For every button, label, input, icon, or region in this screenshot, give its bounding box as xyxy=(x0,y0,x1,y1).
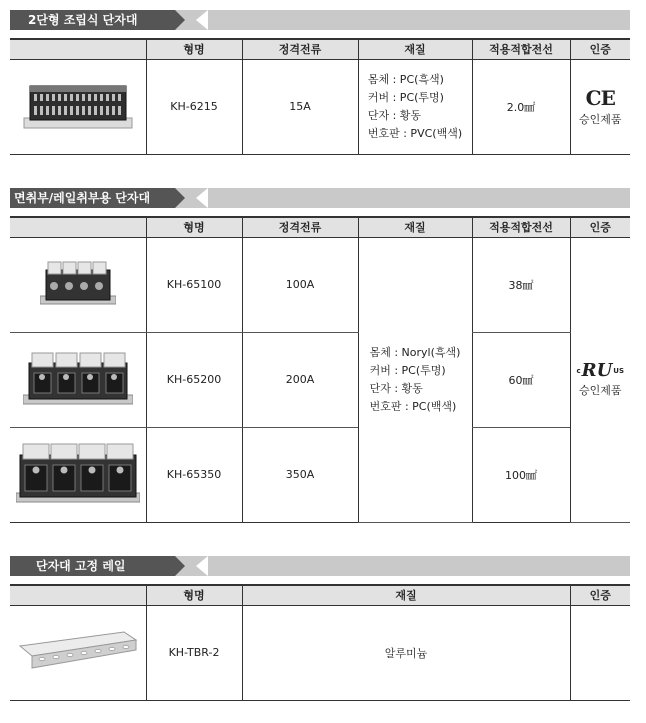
model-cell: KH-65200 xyxy=(146,332,242,427)
cert-cell xyxy=(570,237,630,522)
section-title: 면취부/레일취부용 단자대 xyxy=(10,188,175,208)
product-image-cell xyxy=(10,59,146,154)
material-line: 커버 : PC(투명) xyxy=(369,363,446,377)
material-line: 몸체 : Noryl(흑색) xyxy=(369,345,461,359)
cert-label: 승인제품 xyxy=(578,112,622,126)
model-cell: KH-TBR-2 xyxy=(146,605,242,700)
header-chevron xyxy=(196,556,208,576)
current-cell: 100A xyxy=(242,237,358,332)
cert-label: 승인제품 xyxy=(578,383,622,397)
col-image xyxy=(10,39,146,59)
section-header-two-tier xyxy=(10,10,630,30)
col-image xyxy=(10,217,146,237)
table-header-row xyxy=(10,585,630,605)
current-cell: 15A xyxy=(242,59,358,154)
section-title: 단자대 고정 레일 xyxy=(10,556,175,576)
col-current: 정격전류 xyxy=(242,39,358,59)
section-header-rail xyxy=(10,556,630,576)
terminal-block-350a-icon xyxy=(16,439,140,511)
header-chevron xyxy=(196,10,208,30)
material-cell xyxy=(358,237,472,522)
wire-cell: 38㎟ xyxy=(472,237,570,332)
col-wire: 적용적합전선 xyxy=(472,39,570,59)
cul-us-mark-icon: c RU US xyxy=(576,359,625,381)
model-cell: KH-6215 xyxy=(146,59,242,154)
terminal-block-two-tier-icon xyxy=(22,78,134,136)
col-image xyxy=(10,585,146,605)
table-row xyxy=(10,332,630,427)
table-header-row xyxy=(10,217,630,237)
cert-cell xyxy=(570,605,630,700)
model-cell: KH-65100 xyxy=(146,237,242,332)
table-header-row xyxy=(10,39,630,59)
col-model: 형명 xyxy=(146,39,242,59)
product-image-cell xyxy=(10,427,146,522)
ce-mark-icon: CE xyxy=(585,85,615,110)
col-model: 형명 xyxy=(146,217,242,237)
material-line: 몸체 : PC(흑색) xyxy=(367,72,444,86)
material-line: 커버 : PC(투명) xyxy=(367,90,444,104)
material-line: 단자 : 황동 xyxy=(367,108,422,122)
product-image-cell xyxy=(10,332,146,427)
section-title: 2단형 조립식 단자대 xyxy=(10,10,175,30)
product-image-cell xyxy=(10,605,146,700)
material-line: 단자 : 황동 xyxy=(369,381,423,395)
wire-cell: 2.0㎟ xyxy=(472,59,570,154)
spec-table-two-tier xyxy=(10,38,630,155)
terminal-block-200a-icon xyxy=(23,347,133,413)
wire-cell: 60㎟ xyxy=(472,332,570,427)
cert-cell xyxy=(570,59,630,154)
current-cell: 350A xyxy=(242,427,358,522)
terminal-block-100a-icon xyxy=(40,256,116,314)
col-cert: 인증 xyxy=(570,585,630,605)
col-wire: 적용적합전선 xyxy=(472,217,570,237)
col-material: 재질 xyxy=(358,217,472,237)
current-cell: 200A xyxy=(242,332,358,427)
col-current: 정격전류 xyxy=(242,217,358,237)
table-row xyxy=(10,59,630,154)
material-cell: 알루미늄 xyxy=(242,605,570,700)
material-line: 번호판 : PC(백색) xyxy=(369,399,457,413)
product-image-cell xyxy=(10,237,146,332)
col-cert: 인증 xyxy=(570,217,630,237)
header-chevron xyxy=(196,188,208,208)
wire-cell: 100㎟ xyxy=(472,427,570,522)
spec-table-rail xyxy=(10,584,630,701)
table-row xyxy=(10,237,630,332)
material-cell xyxy=(358,59,472,154)
model-cell: KH-65350 xyxy=(146,427,242,522)
table-row xyxy=(10,427,630,522)
table-row xyxy=(10,605,630,700)
din-rail-icon xyxy=(16,628,140,678)
spec-table-panel-rail xyxy=(10,216,630,523)
col-model: 형명 xyxy=(146,585,242,605)
col-material: 재질 xyxy=(242,585,570,605)
col-cert: 인증 xyxy=(570,39,630,59)
material-line: 번호판 : PVC(백색) xyxy=(367,126,463,140)
section-header-panel-rail xyxy=(10,188,630,208)
col-material: 재질 xyxy=(358,39,472,59)
